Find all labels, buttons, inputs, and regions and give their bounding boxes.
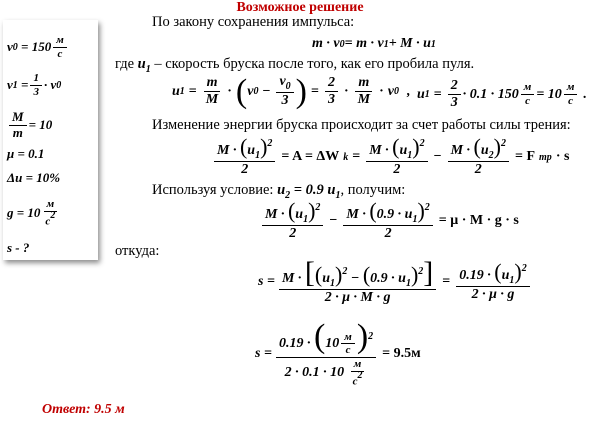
- condition-text: [152, 182, 405, 201]
- frac-num: $M \cdot [(u_1)^2 - (0.9 \cdot u_1)^2]$: [279, 258, 436, 290]
- frac-num: m: [204, 75, 221, 92]
- frac-den: M: [357, 92, 371, 108]
- eq-sub: 0: [393, 86, 399, 98]
- frac-num: $0.19 \cdot (u_1)^2$: [456, 261, 529, 287]
- frac-num: $M \cdot (0.9 \cdot u_1)^2$: [343, 200, 432, 226]
- given-v0-unit: [53, 34, 67, 60]
- eq-part: · 0.1 · 150: [462, 86, 519, 102]
- fraction: [279, 258, 436, 306]
- fraction: [448, 136, 509, 178]
- answer: Ответ: 9.5 м: [42, 402, 125, 417]
- eq-part: u: [417, 86, 425, 102]
- frac-den: 3: [281, 93, 289, 109]
- u1-value: u 1 = $\frac{2}{3}$ · 0.1 · 150 $\frac{м}{с}$ = 10 $\frac{м}{с}$ .: [417, 78, 587, 111]
- unit-den: с: [568, 95, 574, 108]
- eq-sub: 0: [253, 86, 259, 98]
- fraction: [276, 320, 376, 388]
- fraction: [343, 200, 432, 242]
- frac-num: $M \cdot (u_2)^2$: [448, 136, 509, 162]
- unit-fraction: [521, 81, 535, 107]
- eq-sub: 0: [339, 38, 345, 50]
- fraction: [214, 136, 275, 178]
- fraction: [325, 75, 338, 108]
- u1-symbol: u: [137, 56, 146, 72]
- given-v1-sub: 1: [12, 79, 18, 91]
- eq-sub: тр: [539, 151, 552, 163]
- given-find: s - ?: [7, 240, 30, 255]
- unit-den: с: [525, 95, 530, 108]
- eq-sub: 1: [430, 38, 436, 50]
- whence-text: откуда:: [115, 243, 160, 259]
- frac-den: 2: [289, 226, 297, 242]
- given-ratio: [7, 110, 52, 141]
- unit-den-letter: с: [352, 375, 358, 388]
- den-text: 2 · 0.1 · 10: [284, 365, 345, 381]
- frac-den: 2: [474, 162, 482, 178]
- given-g-value: g = 10: [7, 204, 41, 220]
- frac-num: $M \cdot (u_1)^2$: [366, 136, 427, 162]
- u1-symbol: u: [327, 182, 336, 198]
- given-v0: [7, 34, 69, 60]
- unit-den: [350, 369, 366, 388]
- friction-equation: $\frac{M \cdot (u_1)^2}{2}$ − $\frac{M \cdot (0.9 \cdot u_1)^2}{2}$ = μ · M · g · s: [260, 200, 523, 242]
- given-du: Δu = 10%: [7, 170, 61, 185]
- unit-den: с: [57, 47, 63, 60]
- fraction: [456, 261, 529, 303]
- eq-part: = m · v: [344, 36, 384, 51]
- eq-part: m · v: [312, 36, 340, 51]
- unit-den-letter: с: [45, 215, 51, 228]
- frac-num: M: [9, 110, 27, 126]
- frac-num: 0.19 · (10 $\frac{м}{с}$ )$^2$: [276, 320, 376, 358]
- unit-den: [42, 209, 58, 228]
- frac-den: [282, 358, 371, 388]
- frac-den: 2 · μ · g: [471, 287, 515, 303]
- unit-num: м: [341, 331, 355, 345]
- fraction: [355, 75, 373, 108]
- given-g-unit: [42, 198, 58, 228]
- given-ratio-value: = 10: [28, 117, 53, 133]
- frac-num: 2: [448, 78, 461, 95]
- given-v1-rest: · v: [43, 77, 57, 93]
- fraction: [276, 74, 293, 109]
- frac-num: 1: [30, 72, 42, 86]
- given-mu: μ = 0.1: [7, 146, 45, 161]
- eq-part: + M · u: [388, 36, 431, 51]
- eq-part: = 10: [536, 86, 562, 102]
- given-v0-value: = 150: [21, 39, 52, 55]
- frac-den: 2 · μ · M · g: [324, 290, 391, 306]
- eq-sub: 1: [383, 38, 389, 50]
- law-text: По закону сохранения импульса:: [152, 14, 355, 30]
- frac-den: 2: [241, 162, 249, 178]
- unit-num: м: [351, 358, 365, 372]
- eq-sub: 1: [424, 89, 430, 101]
- unit-power: 2: [357, 369, 363, 381]
- given-v0-sub: 0: [12, 41, 18, 53]
- u1-sub: 1: [335, 189, 341, 201]
- where-text: [115, 56, 474, 75]
- eq-part: = μ · M · g · s: [438, 213, 519, 229]
- s-result: = 9.5м: [382, 345, 421, 361]
- given-v1-symbol: v: [7, 77, 13, 93]
- energy-text: Изменение энергии бруска происходит за счет работы силы трения:: [152, 117, 571, 133]
- unit-den: с: [345, 344, 351, 357]
- eq-part: s =: [258, 274, 275, 290]
- fraction: [203, 75, 221, 108]
- eq-part: u: [172, 83, 180, 99]
- u1-sub: 1: [145, 63, 151, 75]
- frac-den: M: [205, 92, 219, 108]
- where-rest: – скорость бруска после того, как его пробила пуля.: [150, 56, 475, 72]
- u1-expression: u 1 = $\frac{m}{M}$ · ( v 0 − $\frac{v_0}{3}$ ) = $\frac{2}{3}$ · $\frac{m}{M}$ · v 0 ,: [172, 72, 411, 110]
- unit-num: м: [44, 198, 58, 212]
- s-numeric: [255, 320, 425, 388]
- s-formula: s = $\frac{M \cdot [(u_1)^2 - (0.9 \cdot u_1)^2]}{2 \cdot \mu \cdot M \cdot g}$ = $\frac{0.19 \cdot (u_1)^2}{2 \cdot \mu \cdot g}$: [258, 258, 532, 306]
- given-v1-fraction: [30, 72, 42, 98]
- given-v1-eq: =: [21, 77, 29, 93]
- frac-num: $v_0$: [276, 74, 293, 93]
- frac-num: m: [355, 75, 372, 92]
- eq-sub: k: [343, 151, 349, 163]
- where-word: где: [115, 56, 135, 72]
- given-v1-rest-sub: 0: [56, 79, 62, 91]
- eq-part: s =: [255, 345, 272, 361]
- given-ratio-fraction: [9, 110, 27, 141]
- given-box: [3, 20, 98, 260]
- u2-symbol: u: [277, 182, 286, 198]
- unit-fraction: [564, 81, 578, 107]
- momentum-equation: [312, 36, 436, 52]
- unit-num: м: [53, 34, 67, 48]
- frac-num: 2: [325, 75, 338, 92]
- u2-sub: 2: [285, 189, 291, 201]
- unit-num: м: [564, 81, 578, 95]
- condition-suffix: , получим:: [340, 182, 406, 198]
- given-v1: [7, 72, 61, 98]
- page-title: Возможное решение: [236, 0, 364, 15]
- given-g: [7, 198, 60, 228]
- fraction: [366, 136, 427, 178]
- condition-mid: = 0.9: [290, 182, 328, 198]
- frac-den: 3: [327, 92, 335, 108]
- frac-den: 2: [384, 226, 392, 242]
- frac-den: 2: [393, 162, 401, 178]
- condition-prefix: Используя условие:: [152, 182, 278, 198]
- unit-power: 2: [50, 209, 56, 221]
- frac-den: 3: [33, 85, 39, 98]
- given-v0-symbol: v: [7, 39, 13, 55]
- unit-num: м: [521, 81, 535, 95]
- frac-num: $M \cdot (u_1)^2$: [214, 136, 275, 162]
- eq-part: = F: [515, 149, 536, 165]
- eq-sub: 1: [179, 86, 185, 98]
- frac-den: m: [12, 124, 23, 140]
- fraction: [262, 200, 323, 242]
- frac-den: 3: [450, 95, 458, 111]
- eq-part: = A = ΔW: [281, 149, 340, 165]
- energy-equation: $\frac{M \cdot (u_1)^2}{2}$ = A = ΔW k = $\frac{M \cdot (u_1)^2}{2}$ − $\frac{M \cdot (u_2)^2}{2}$ = F тр · s: [212, 136, 573, 178]
- eq-part: · s: [555, 149, 570, 165]
- frac-num: $M \cdot (u_1)^2$: [262, 200, 323, 226]
- fraction: [448, 78, 461, 111]
